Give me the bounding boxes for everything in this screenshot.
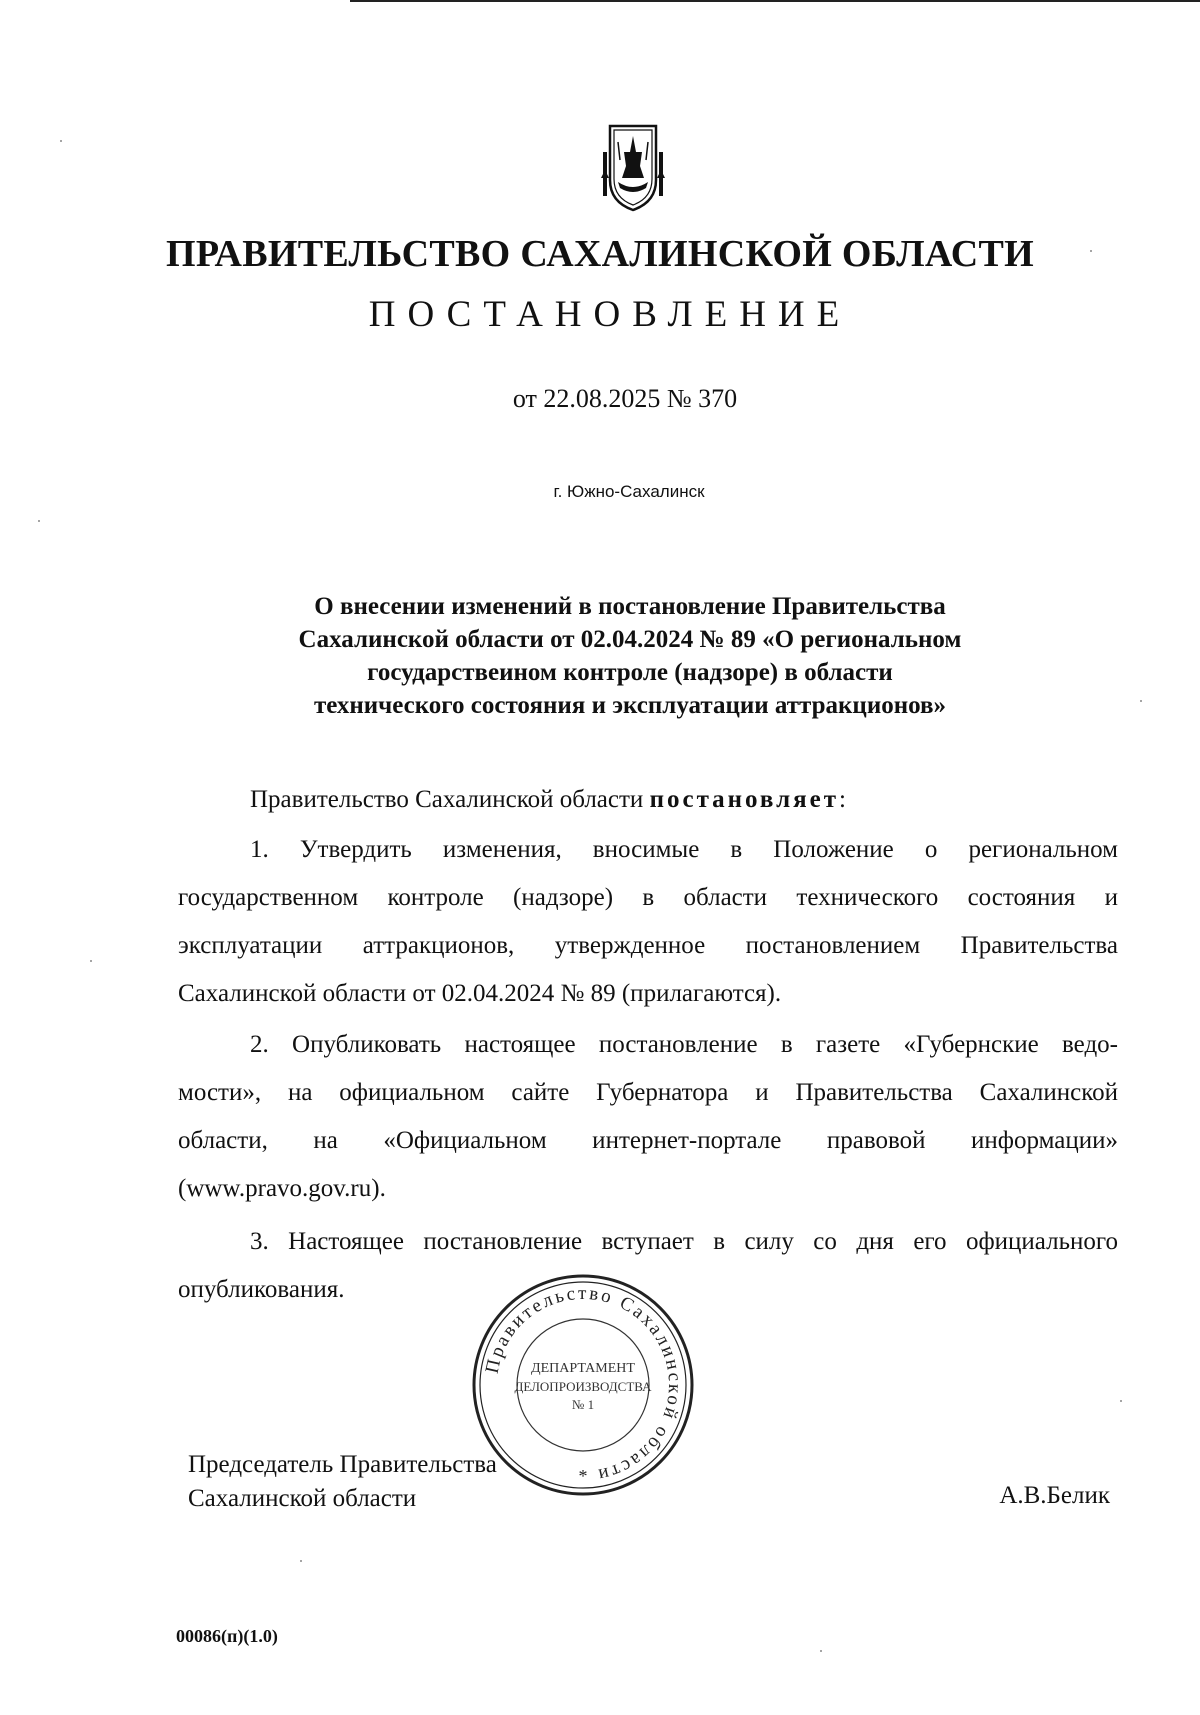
paragraph-line: государственном контроле (надзоре) в области технического состояния и	[178, 884, 1118, 911]
paragraph-line: Сахалинской области от 02.04.2024 № 89 (прилагаются).	[178, 980, 782, 1007]
intro-verb: постановляет	[649, 786, 840, 813]
document-type: ПОСТАНОВЛЕНИЕ	[368, 294, 852, 335]
seal-inner-line: № 1	[571, 1397, 595, 1412]
coat-of-arms-icon	[600, 122, 666, 214]
paragraph-2	[178, 1021, 1118, 1213]
signer-name: А.В.Белик	[999, 1482, 1110, 1509]
scan-speck	[90, 960, 92, 962]
document-subject	[250, 590, 1010, 722]
scan-speck	[1090, 250, 1092, 252]
signer-position	[188, 1448, 497, 1516]
official-seal	[470, 1272, 696, 1498]
scan-speck	[1120, 1400, 1122, 1402]
seal-inner-line: ДЕПАРТАМЕНТ	[531, 1361, 635, 1376]
document-city: г. Южно-Сахалинск	[553, 482, 705, 501]
government-title: ПРАВИТЕЛЬСТВО САХАЛИНСКОЙ ОБЛАСТИ	[166, 233, 1034, 275]
seal-inner-line: ДЕЛОПРОИЗВОДСТВА	[514, 1379, 652, 1394]
scan-speck	[1140, 700, 1142, 702]
scan-speck	[820, 1650, 822, 1652]
subject-line: О внесении изменений в постановление Правительства	[314, 593, 946, 620]
paragraph-line: 2. Опубликовать настоящее постановление в газете «Губернские ведо-	[250, 1031, 1118, 1058]
paragraph-line: мости», на официальном сайте Губернатора и Правительства Сахалинской	[178, 1079, 1118, 1106]
signer-position-line: Председатель Правительства	[188, 1451, 497, 1478]
resolution-intro	[250, 786, 1110, 814]
intro-prefix: Правительство Сахалинской области	[250, 786, 650, 813]
seal-star: *	[578, 1466, 588, 1486]
paragraph-line: опубликования.	[178, 1276, 345, 1303]
paragraph-line: области, на «Официальном интернет-портале правовой информации»	[178, 1127, 1118, 1154]
paragraph-line: эксплуатации аттракционов, утвержденное постановлением Правительства	[178, 932, 1118, 959]
intro-suffix: :	[839, 786, 846, 813]
paragraph-line: 1. Утвердить изменения, вносимые в Положение о региональном	[250, 836, 1118, 863]
subject-line: Сахалинской области от 02.04.2024 № 89 «О региональном	[298, 626, 962, 653]
signer-position-line: Сахалинской области	[188, 1485, 417, 1512]
scan-speck	[300, 1560, 302, 1562]
seal-ring-text: Правительство Сахалинской области	[481, 1282, 686, 1487]
document-date-number: от 22.08.2025 № 370	[512, 384, 738, 413]
top-edge-line	[350, 0, 1200, 2]
paragraph-line: (www.pravo.gov.ru).	[178, 1175, 386, 1202]
subject-line: технического состояния и эксплуатации аттракционов»	[313, 692, 947, 719]
scan-speck	[38, 520, 40, 522]
subject-line: государствеином контроле (надзоре) в области	[367, 659, 893, 686]
document-code: 00086(п)(1.0)	[176, 1626, 278, 1646]
paragraph-1	[178, 826, 1118, 1018]
scan-speck	[60, 140, 62, 142]
paragraph-line: 3. Настоящее постановление вступает в силу со дня его официального	[250, 1228, 1118, 1255]
